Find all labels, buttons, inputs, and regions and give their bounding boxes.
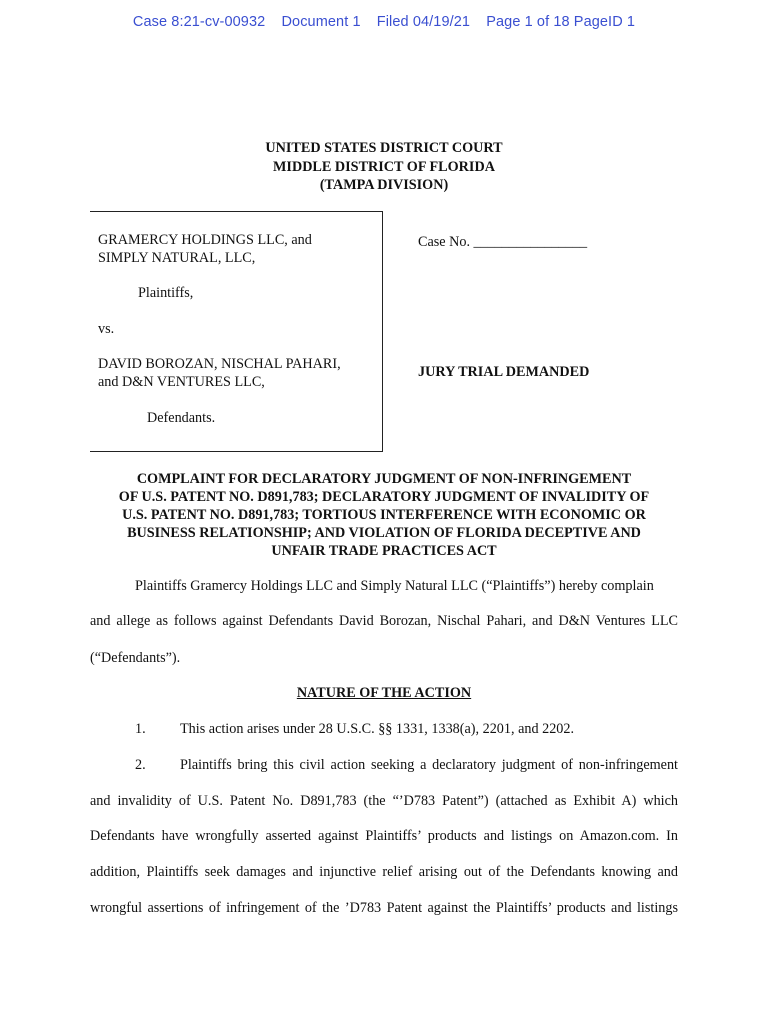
paragraph-2-line-3: Defendants have wrongfully asserted against Plaintiffs’ products and listings on Amazon.com. In <box>90 828 678 844</box>
stamp-page-info: Page 1 of 18 PageID 1 <box>486 14 636 30</box>
paragraph-2-line-1: Plaintiffs bring this civil action seeking a declaratory judgment of non-infringement <box>180 757 678 773</box>
defendant-line-2: and D&N VENTURES LLC, <box>98 374 265 390</box>
jury-demand: JURY TRIAL DEMANDED <box>418 364 590 380</box>
complaint-title-line-3: U.S. PATENT NO. D891,783; TORTIOUS INTERFERENCE WITH ECONOMIC OR <box>122 507 646 523</box>
complaint-title-line-2: OF U.S. PATENT NO. D891,783; DECLARATORY JUDGMENT OF INVALIDITY OF <box>118 489 650 505</box>
court-division: (TAMPA DIVISION) <box>319 177 449 193</box>
paragraph-2-line-5: wrongful assertions of infringement of the ’D783 Patent against the Plaintiffs’ products and listings <box>90 900 678 916</box>
court-district: MIDDLE DISTRICT OF FLORIDA <box>273 158 495 175</box>
plaintiff-line-1: GRAMERCY HOLDINGS LLC, and <box>98 232 312 248</box>
plaintiffs-names <box>98 231 312 267</box>
intro-line-2: and allege as follows against Defendants David Borozan, Nischal Pahari, and D&N Ventures LLC <box>90 613 678 629</box>
defendants-names <box>98 355 341 391</box>
stamp-case-number: Case 8:21-cv-00932 <box>132 14 266 30</box>
ecf-header-stamp <box>0 14 768 30</box>
versus-label: vs. <box>98 321 115 337</box>
complaint-title-line-5: UNFAIR TRADE PRACTICES ACT <box>271 543 497 559</box>
court-name: UNITED STATES DISTRICT COURT <box>265 140 503 156</box>
complaint-title-line-1: COMPLAINT FOR DECLARATORY JUDGMENT OF NON-INFRINGEMENT <box>136 471 632 487</box>
stamp-filed-date: Filed 04/19/21 <box>376 14 471 30</box>
defendants-label: Defendants. <box>147 410 216 426</box>
intro-line-3: (“Defendants”). <box>90 650 181 666</box>
paragraph-1-line-1: This action arises under 28 U.S.C. §§ 1331, 1338(a), 2201, and 2202. <box>180 721 575 737</box>
court-heading <box>0 139 768 195</box>
defendant-line-1: DAVID BOROZAN, NISCHAL PAHARI, <box>98 356 341 372</box>
intro-line-1: Plaintiffs Gramercy Holdings LLC and Simply Natural LLC (“Plaintiffs”) hereby complain <box>135 578 654 594</box>
complaint-title-line-4: BUSINESS RELATIONSHIP; AND VIOLATION OF FLORIDA DECEPTIVE AND <box>127 525 641 541</box>
plaintiffs-label: Plaintiffs, <box>138 285 194 301</box>
paragraph-2-line-2: and invalidity of U.S. Patent No. D891,783 (the “’D783 Patent”) (attached as Exhibit A) which <box>90 793 678 809</box>
stamp-document-number: Document 1 <box>281 14 361 30</box>
case-number-field: Case No. ________________ <box>418 234 588 250</box>
paragraph-number-2: 2. <box>135 757 146 773</box>
paragraph-number-1: 1. <box>135 721 146 737</box>
paragraph-2-line-4: addition, Plaintiffs seek damages and injunctive relief arising out of the Defendants knowing and <box>90 864 678 880</box>
section-heading-nature-of-action: NATURE OF THE ACTION <box>296 685 472 701</box>
complaint-title <box>84 470 684 560</box>
plaintiff-line-2: SIMPLY NATURAL, LLC, <box>98 250 256 266</box>
